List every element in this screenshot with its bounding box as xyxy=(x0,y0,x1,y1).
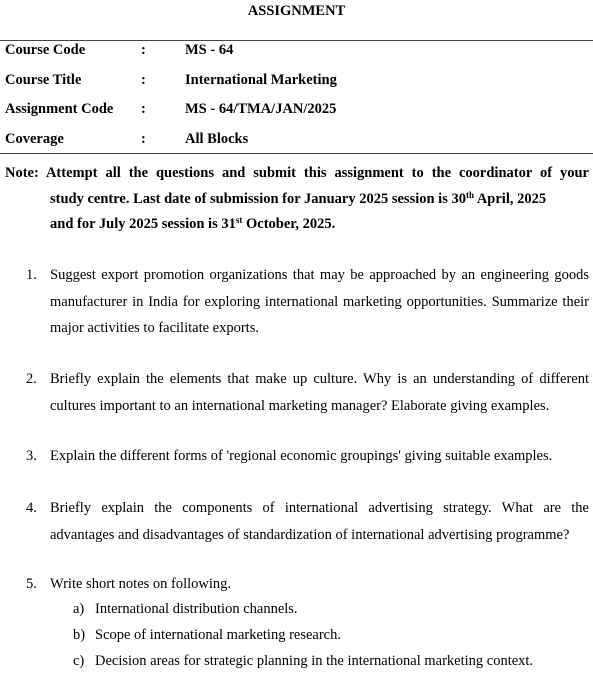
question-1 xyxy=(26,262,589,342)
note-line-3: and for July 2025 session is 31st October, 2025. xyxy=(50,215,336,232)
question-text: Briefly explain the elements that make up culture. Why is an understanding of different cultures important to an international marketing manager? Elaborate giving examples. xyxy=(50,371,589,414)
sub-item-letter: b) xyxy=(73,627,86,643)
question-text: Write short notes on following. xyxy=(50,576,232,592)
meta-label: Course Code xyxy=(5,42,86,58)
question-number: 2. xyxy=(26,371,37,387)
assignment-heading: ASSIGNMENT xyxy=(247,3,346,19)
meta-colon: : xyxy=(141,42,146,58)
sub-item-b xyxy=(73,627,341,644)
meta-colon: : xyxy=(141,72,146,88)
question-number: 1. xyxy=(26,267,37,283)
submission-note xyxy=(5,161,589,238)
question-2 xyxy=(26,366,589,419)
question-text: Briefly explain the components of international advertising strategy. What are the advantages and disadvantages of standardization of international advertising programme? xyxy=(50,500,589,543)
meta-colon: : xyxy=(141,101,146,117)
sub-item-text: Scope of international marketing research. xyxy=(95,627,341,643)
sub-item-c xyxy=(73,653,533,670)
sub-item-a xyxy=(73,601,298,618)
question-number: 3. xyxy=(26,448,37,464)
question-5 xyxy=(26,571,589,598)
question-3 xyxy=(26,443,589,470)
meta-value: All Blocks xyxy=(185,131,249,147)
meta-label: Assignment Code xyxy=(5,101,114,117)
sub-item-letter: a) xyxy=(73,601,85,617)
meta-label: Course Title xyxy=(5,72,82,88)
meta-value: International Marketing xyxy=(185,72,337,88)
question-number: 4. xyxy=(26,500,37,516)
meta-value: MS - 64 xyxy=(185,42,234,58)
meta-value: MS - 64/TMA/JAN/2025 xyxy=(185,101,337,117)
note-line-1: Note: Attempt all the questions and submit this assignment to the coordinator of your xyxy=(5,165,589,181)
meta-label: Coverage xyxy=(5,131,64,147)
top-divider xyxy=(0,40,593,41)
meta-colon: : xyxy=(141,131,146,147)
note-line-2: study centre. Last date of submission for January 2025 session is 30th April, 2025 xyxy=(50,189,547,207)
sub-item-text: International distribution channels. xyxy=(95,601,298,617)
question-4 xyxy=(26,495,589,548)
bottom-divider xyxy=(0,153,593,154)
sub-item-text: Decision areas for strategic planning in the international marketing context. xyxy=(95,653,534,669)
question-text: Suggest export promotion organizations that may be approached by an engineering goods manufacturer in India for exploring international marketing opportunities. Summarize their major activities to facilitate exports. xyxy=(50,267,589,336)
sub-item-letter: c) xyxy=(73,653,85,669)
question-number: 5. xyxy=(26,576,37,592)
question-text: Explain the different forms of 'regional economic groupings' giving suitable examples. xyxy=(50,448,553,464)
